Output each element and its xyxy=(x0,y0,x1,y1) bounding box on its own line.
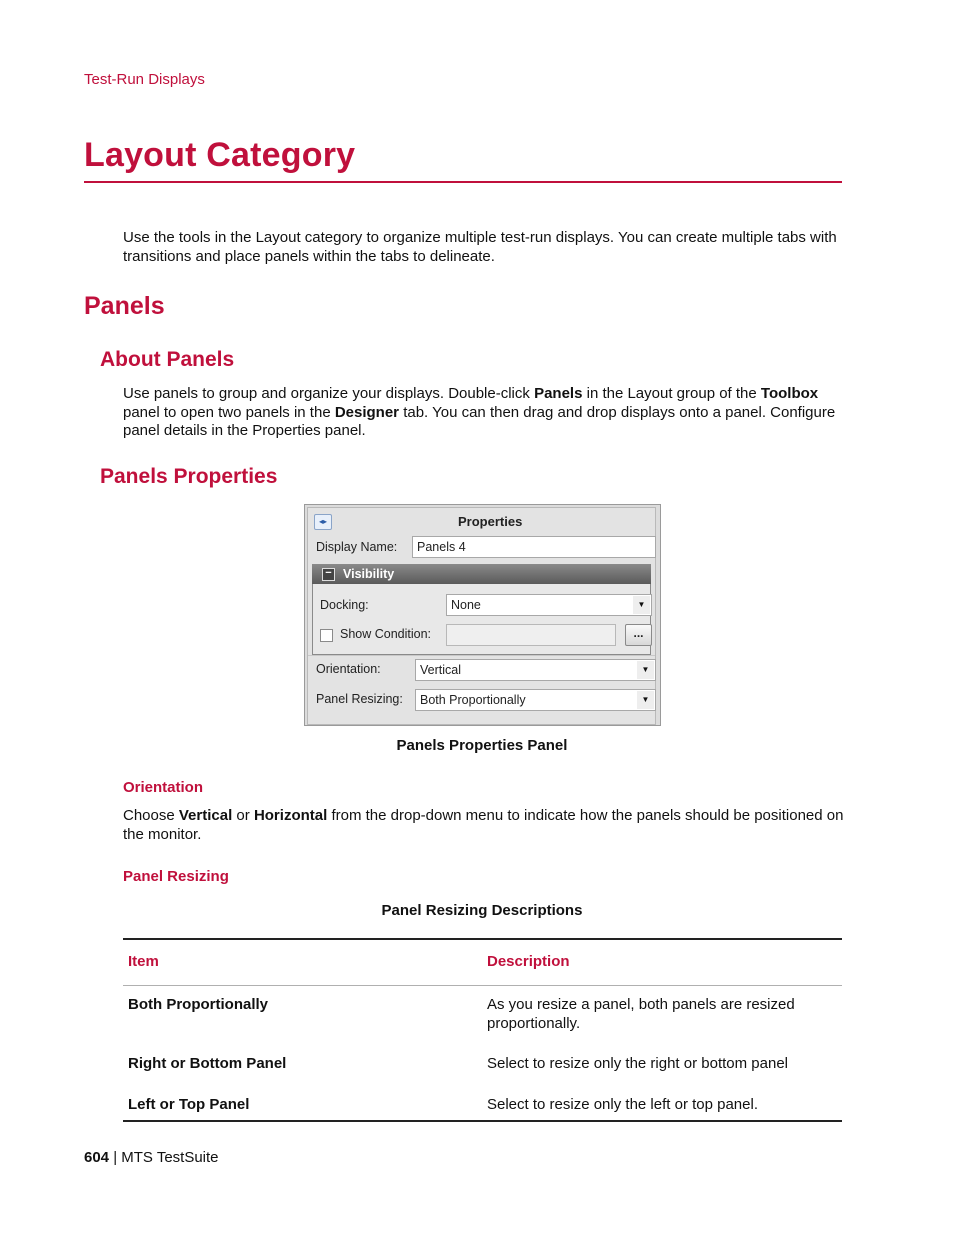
chevron-down-icon[interactable]: ▼ xyxy=(637,661,654,679)
show-condition-label: Show Condition: xyxy=(340,627,432,641)
subsection-heading-panels-properties: Panels Properties xyxy=(100,465,278,488)
table-header-row xyxy=(123,940,842,985)
bold-term-vertical: Vertical xyxy=(178,807,233,824)
table-cell-item: Both Proportionally xyxy=(128,996,268,1013)
subsection-heading-about-panels: About Panels xyxy=(100,348,235,371)
text-run: in the Layout group of the xyxy=(582,385,761,402)
page-title: Layout Category xyxy=(84,136,356,174)
bold-term-horizontal: Horizontal xyxy=(253,807,328,824)
ellipsis-button[interactable]: ... xyxy=(625,624,652,646)
text-run: tab. You can then drag and drop displays onto a panel. Configure panel details in the Properties panel. xyxy=(123,403,836,439)
bold-term-panels: Panels xyxy=(534,385,583,402)
intro-paragraph: Use the tools in the Layout category to organize multiple test-run displays. You can create multiple tabs with transitions and place panels within the tabs to delineate. xyxy=(123,229,837,265)
table-caption: Panel Resizing Descriptions xyxy=(381,902,583,919)
expand-collapse-arrows-icon[interactable]: ◂▸ xyxy=(314,514,332,530)
text-run: panel to open two panels in the xyxy=(123,403,335,421)
column-header-description: Description xyxy=(487,953,570,970)
orientation-label: Orientation: xyxy=(316,662,381,676)
text-run: Choose xyxy=(123,807,179,824)
panel-resizing-table xyxy=(123,938,842,1122)
product-name: MTS TestSuite xyxy=(121,1149,219,1166)
docking-value: None xyxy=(451,598,481,612)
docking-label: Docking: xyxy=(320,598,369,612)
text-run: Use panels to group and organize your displays. Double-click xyxy=(123,385,535,402)
chevron-down-icon[interactable]: ▼ xyxy=(633,596,650,614)
table-row xyxy=(123,1046,842,1087)
text-run: or xyxy=(232,807,254,824)
table-cell-description: Select to resize only the left or top panel. xyxy=(487,1096,758,1113)
page-footer xyxy=(84,1149,219,1166)
visibility-group-header[interactable] xyxy=(312,564,651,584)
visibility-group xyxy=(312,584,651,655)
display-name-field[interactable]: Panels 4 xyxy=(412,536,656,558)
bold-term-toolbox: Toolbox xyxy=(760,385,819,402)
properties-panel xyxy=(307,507,656,725)
heading-panel-resizing: Panel Resizing xyxy=(123,868,229,885)
panel-resizing-label: Panel Resizing: xyxy=(316,692,403,706)
title-rule xyxy=(84,181,842,183)
footer-separator: | xyxy=(109,1149,122,1166)
bold-term-designer: Designer xyxy=(334,403,400,421)
orientation-value: Vertical xyxy=(420,663,461,677)
divider xyxy=(308,655,655,656)
page-number: 604 xyxy=(84,1149,110,1166)
panel-resizing-value: Both Proportionally xyxy=(420,693,526,707)
properties-title: Properties xyxy=(458,514,523,529)
table-row xyxy=(123,1087,842,1120)
table-cell-item: Left or Top Panel xyxy=(128,1096,250,1113)
table-cell-description: Select to resize only the right or bottom panel xyxy=(487,1055,788,1072)
collapse-icon[interactable]: − xyxy=(322,568,335,581)
display-name-label: Display Name: xyxy=(316,540,398,554)
heading-orientation: Orientation xyxy=(123,779,204,796)
figure-caption: Panels Properties Panel xyxy=(396,737,568,754)
chevron-down-icon[interactable]: ▼ xyxy=(637,691,654,709)
show-condition-field[interactable] xyxy=(446,624,616,646)
visibility-label: Visibility xyxy=(343,567,395,581)
orientation-paragraph xyxy=(123,807,845,844)
orientation-dropdown[interactable] xyxy=(415,659,656,681)
column-header-item: Item xyxy=(128,953,159,970)
docking-dropdown[interactable] xyxy=(446,594,652,616)
table-row xyxy=(123,986,842,1046)
about-panels-paragraph xyxy=(123,385,845,441)
running-header: Test-Run Displays xyxy=(84,71,205,88)
section-heading-panels: Panels xyxy=(84,292,165,320)
table-cell-description: As you resize a panel, both panels are resized proportionally. xyxy=(487,996,795,1032)
properties-panel-figure xyxy=(304,504,661,726)
table-bottom-rule xyxy=(123,1120,842,1122)
panel-resizing-dropdown[interactable] xyxy=(415,689,656,711)
text-run: from the drop-down menu to indicate how the panels should be positioned on the monitor. xyxy=(123,807,844,843)
table-cell-item: Right or Bottom Panel xyxy=(128,1055,287,1072)
show-condition-checkbox[interactable] xyxy=(320,629,333,642)
properties-title-bar xyxy=(308,508,655,534)
